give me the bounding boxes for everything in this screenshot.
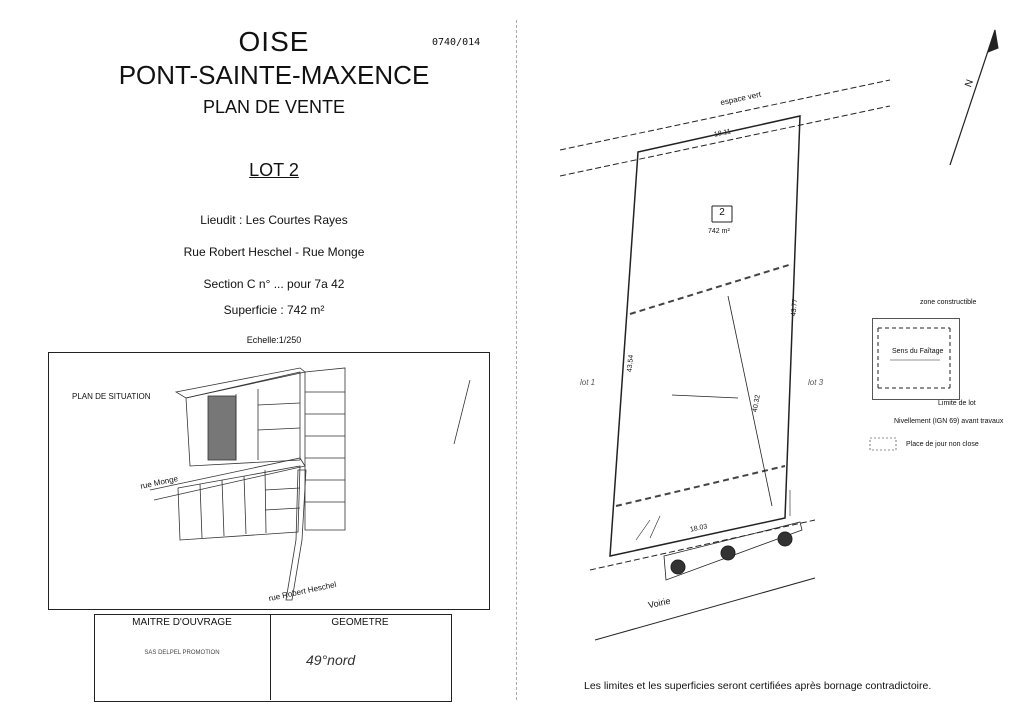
owner-name: SAS DELPEL PROMOTION bbox=[144, 650, 220, 656]
surveyor-logo: 49°nord bbox=[306, 652, 356, 668]
lieudit: Lieudit : Les Courtes Rayes bbox=[200, 213, 348, 227]
tree-icon bbox=[778, 532, 792, 546]
right-neighbor: lot 3 bbox=[808, 378, 824, 387]
dim-right: 43.77 bbox=[790, 298, 800, 317]
surveyor-label: GEOMETRE bbox=[331, 617, 389, 628]
dim-diagonal: 40.32 bbox=[751, 394, 762, 413]
dim-bottom: 18.03 bbox=[689, 523, 709, 534]
reference-number: 0740/014 bbox=[432, 37, 481, 48]
dim-top: 18.11 bbox=[713, 128, 732, 139]
tree-icon bbox=[721, 546, 735, 560]
legend-lot-limit: Limite de lot bbox=[938, 400, 976, 407]
dim-left: 43.54 bbox=[626, 354, 636, 373]
page-divider bbox=[516, 20, 518, 700]
streets: Rue Robert Heschel - Rue Monge bbox=[183, 245, 365, 259]
legend-zone: zone constructible bbox=[920, 299, 977, 306]
tree-icon bbox=[671, 560, 685, 574]
section: Section C n° ... pour 7a 42 bbox=[203, 277, 345, 291]
legend-leveling: Nivellement (IGN 69) avant travaux bbox=[894, 418, 1004, 425]
legend-box bbox=[872, 318, 960, 400]
lot-number: 2 bbox=[719, 207, 725, 218]
road-label: Voirie bbox=[647, 595, 672, 611]
scale: Echelle:1/250 bbox=[246, 335, 302, 345]
lot-2-highlight bbox=[208, 396, 236, 460]
north-label: N bbox=[963, 78, 977, 89]
lot-area: 742 m² bbox=[708, 228, 730, 235]
situation-map bbox=[150, 368, 470, 600]
town-title: PONT-SAINTE-MAXENCE bbox=[118, 60, 430, 90]
green-space-label: espace vert bbox=[719, 89, 762, 108]
footnote: Les limites et les superficies seront certifiées après bornage contradictoire. bbox=[584, 680, 932, 692]
superficie: Superficie : 742 m² bbox=[223, 303, 325, 317]
plan-type: PLAN DE VENTE bbox=[202, 97, 346, 117]
lot-title-text: LOT 2 bbox=[249, 160, 299, 180]
situation-title: PLAN DE SITUATION bbox=[72, 392, 151, 401]
street-heschel-label: rue Robert Heschel bbox=[267, 579, 338, 604]
street-monge-label: rue Monge bbox=[139, 474, 179, 491]
department-title: OISE bbox=[238, 26, 310, 57]
legend-parking: Place de jour non close bbox=[906, 441, 979, 448]
legend-ridge: Sens du Faîtage bbox=[892, 348, 944, 355]
north-arrow-icon bbox=[988, 30, 998, 52]
owner-label: MAITRE D'OUVRAGE bbox=[132, 617, 232, 628]
left-neighbor: lot 1 bbox=[580, 378, 596, 387]
